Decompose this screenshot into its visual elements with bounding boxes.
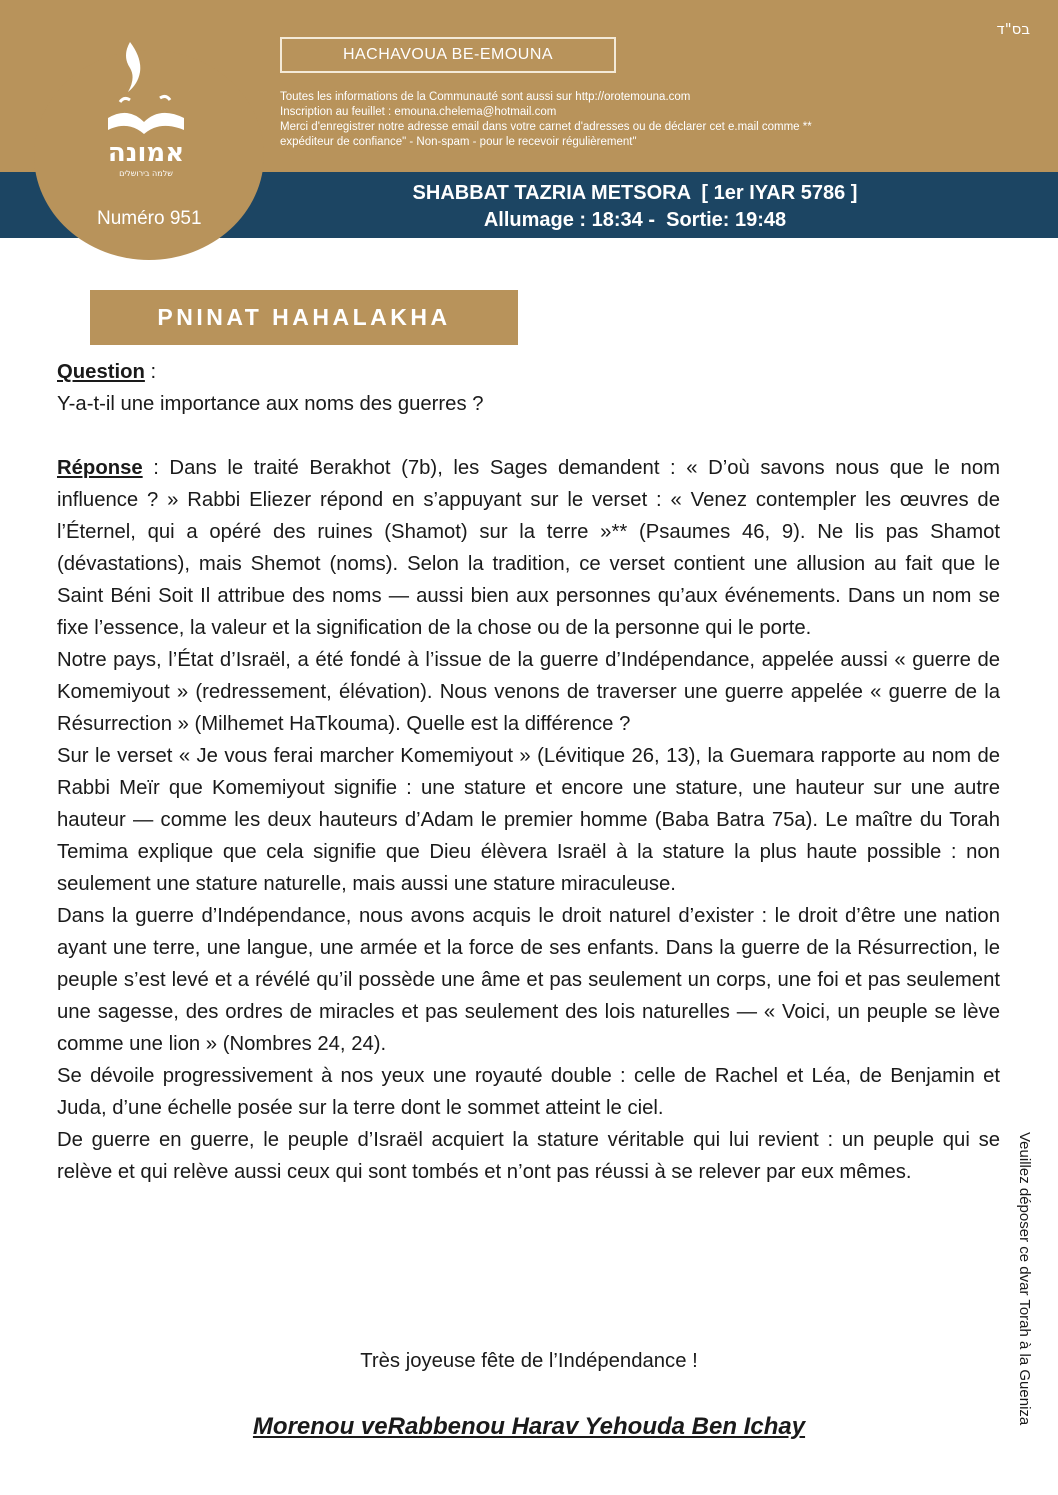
newsletter-title: HACHAVOUA BE-EMOUNA bbox=[280, 37, 616, 73]
article-paragraph: Se dévoile progressivement à nos yeux une royauté double : celle de Rachel et Léa, de Benjamin et Juda, d’une échelle posée sur la terre dont le sommet atteint le ciel. bbox=[57, 1065, 1000, 1119]
issue-number: Numéro 951 bbox=[97, 208, 202, 229]
date-info bbox=[300, 180, 970, 234]
info-block bbox=[280, 90, 812, 150]
shabbat-line: SHABBAT TAZRIA METSORA [ 1er IYAR 5786 ] bbox=[412, 182, 858, 204]
flame-icon bbox=[126, 42, 140, 92]
question-label: Question bbox=[57, 361, 145, 383]
info-line: Inscription au feuillet : emouna.chelema@hotmail.com bbox=[280, 106, 557, 118]
bsd-mark: בס"ד bbox=[996, 20, 1030, 38]
question-heading: Question : bbox=[57, 361, 157, 383]
article-paragraph: Sur le verset « Je vous ferai marcher Komemiyout » (Lévitique 26, 13), la Guemara rapporte au nom de Rabbi Meïr que Komemiyout signifie : une stature et encore une stature, une hauteur sur une autre hauteur — comme les deux hauteurs d’Adam le premier homme (Baba Batra 75a). Le maître du Torah Temima explique que cela signifie que Dieu élèvera Israël à la stature la plus haute possible : non seulement une stature naturelle, mais aussi une stature miraculeuse. bbox=[57, 745, 1000, 895]
answer-paragraph: Réponse : Dans le traité Berakhot (7b), les Sages demandent : « D’où savons nous que le nom influence ? » Rabbi Eliezer répond en s’appuyant sur le verset : « Venez contempler les œuvres de l’Éternel, qui a opéré des ruines (Shamot) sur la terre »** (Psaumes 46, 9). Ne lis pas Shamot (dévastations), mais Shemot (noms). Selon la tradition, ce verset contient une allusion au fait que le Saint Béni Soit Il attribue des noms — aussi bien aux personnes qu’aux événements. Dans un nom se fixe l’essence, la valeur et la signification de la chose ou de la personne qui le porte. bbox=[57, 457, 1000, 639]
times-line: Allumage : 18:34 - Sortie: 19:48 bbox=[483, 209, 787, 231]
article-paragraph: De guerre en guerre, le peuple d’Israël acquiert la stature véritable qui lui revient : un peuple qui se relève et qui relève aussi ceux qui sont tombés et n’ont pas réussi à se relever par eux mêmes. bbox=[57, 1129, 1000, 1183]
article-paragraph: Dans la guerre d’Indépendance, nous avons acquis le droit naturel d’exister : le droit d’être une nation ayant une terre, une langue, une armée et la force de ses enfants. Dans la guerre de la Résurrection, le peuple s’est levé et a révélé qu’il possède une âme et pas seulement un corps, une foi et pas seulement une sagesse, des ordres de miracles et pas seulement des lois naturelles — « Voici, un peuple se lève comme une lion » (Nombres 24, 24). bbox=[57, 905, 1000, 1055]
geniza-note: Veuillez déposer ce dvar Torah à la Guenizа bbox=[1016, 1132, 1033, 1426]
question-text: Y-a-t-il une importance aux noms des guerres ? bbox=[57, 393, 484, 415]
info-line: Toutes les informations de la Communauté sont aussi sur http://orotemouna.com bbox=[280, 91, 691, 103]
open-book-icon bbox=[108, 113, 184, 134]
closing-wish: Très joyeuse fête de l’Indépendance ! bbox=[360, 1350, 698, 1372]
article-body bbox=[57, 356, 1000, 1188]
section-title: PNINAT HAHALAKHA bbox=[90, 290, 518, 345]
info-line: Merci d'enregistrer notre adresse email dans votre carnet d'adresses ou de déclarer cet e.mail comme ** bbox=[280, 121, 812, 133]
emouna-logo bbox=[100, 36, 192, 186]
article-paragraph: Notre pays, l’État d’Israël, a été fondé à l’issue de la guerre d’Indépendance, appelée aussi « guerre de Komemiyout » (redressement, élévation). Nous venons de traverser une guerre appelée « guerre de la Résurrection » (Milhemet HaTkouma). Quelle est la différence ? bbox=[57, 649, 1000, 735]
svg-text:אמונה: אמונה bbox=[107, 138, 185, 168]
answer-label: Réponse bbox=[57, 457, 143, 479]
svg-text:שלמה בירושלים: שלמה בירושלים bbox=[119, 169, 173, 178]
author-signature: Morenou veRabbenou Harav Yehouda Ben Ichay bbox=[252, 1413, 806, 1440]
info-line: expéditeur de confiance" - Non-spam - pour le recevoir régulièrement" bbox=[280, 136, 637, 148]
